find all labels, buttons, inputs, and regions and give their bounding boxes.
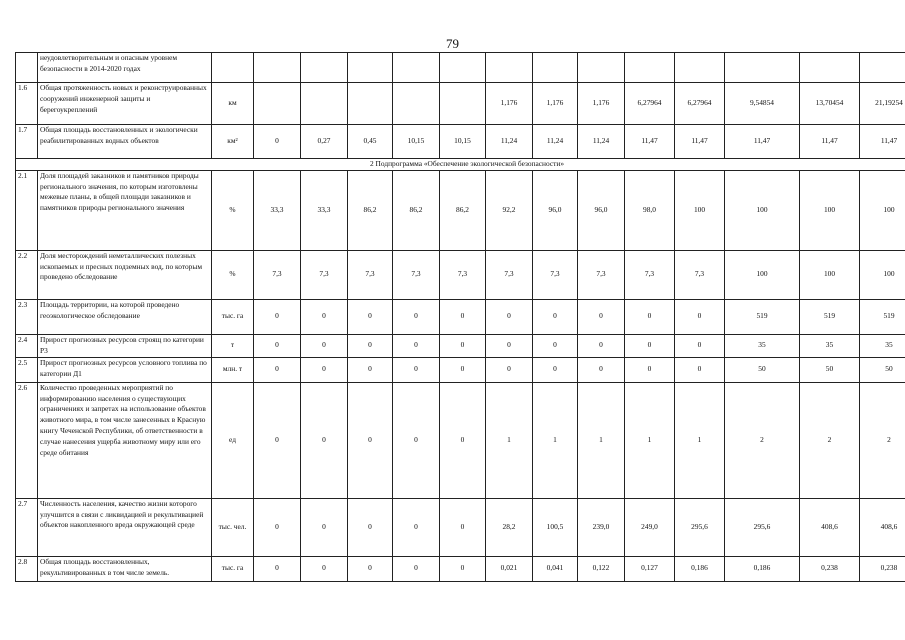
row-number: 2.1: [16, 170, 38, 250]
value-cell: 100: [800, 250, 860, 299]
table-row: [16, 125, 905, 159]
value-cell: 92,2: [486, 170, 533, 250]
unit-cell: тыс. га: [212, 299, 254, 334]
value-cell: 100: [860, 170, 905, 250]
value-cell: 0: [533, 299, 578, 334]
value-cell: 0: [393, 299, 440, 334]
value-cell: 0,021: [486, 556, 533, 581]
value-cell: 35: [860, 334, 905, 357]
unit-cell: тыс. га: [212, 556, 254, 581]
value-cell: 35: [725, 334, 800, 357]
row-number: 1.7: [16, 125, 38, 159]
value-cell: 0: [533, 334, 578, 357]
value-cell: 11,24: [578, 125, 625, 159]
value-cell: [254, 53, 301, 83]
row-number: 2.8: [16, 556, 38, 581]
table-row: [16, 334, 905, 357]
value-cell: 0: [348, 334, 393, 357]
row-number: 2.6: [16, 382, 38, 498]
unit-cell: ед: [212, 382, 254, 498]
value-cell: 0,127: [625, 556, 675, 581]
value-cell: 1: [625, 382, 675, 498]
unit-cell: млн. т: [212, 357, 254, 382]
value-cell: 2: [725, 382, 800, 498]
value-cell: [533, 53, 578, 83]
value-cell: 9,54854: [725, 83, 800, 125]
value-cell: 0: [440, 556, 486, 581]
row-number: 2.5: [16, 357, 38, 382]
value-cell: [348, 53, 393, 83]
value-cell: 11,47: [725, 125, 800, 159]
value-cell: 33,3: [301, 170, 348, 250]
value-cell: 0: [254, 357, 301, 382]
value-cell: 11,47: [860, 125, 905, 159]
value-cell: 7,3: [625, 250, 675, 299]
value-cell: 0: [675, 357, 725, 382]
indicator-name: Общая протяженность новых и реконструированных сооружений инженерной защиты и берегоукреплений: [38, 83, 212, 125]
value-cell: 0: [254, 125, 301, 159]
unit-cell: %: [212, 250, 254, 299]
unit-cell: т: [212, 334, 254, 357]
unit-cell: [212, 53, 254, 83]
table-row: [16, 83, 905, 125]
value-cell: 2: [800, 382, 860, 498]
indicator-name: Численность населения, качество жизни которого улучшится в связи с ликвидацией и рекультивацией объектов накопленного вреда окружающей среде: [38, 498, 212, 556]
value-cell: 0: [440, 299, 486, 334]
value-cell: [393, 83, 440, 125]
row-number: 2.7: [16, 498, 38, 556]
value-cell: 0: [348, 357, 393, 382]
value-cell: 0: [578, 299, 625, 334]
indicator-name: Общая площадь восстановленных и экологически реабилитированных водных объектов: [38, 125, 212, 159]
value-cell: 10,15: [440, 125, 486, 159]
value-cell: 0: [348, 498, 393, 556]
value-cell: 0,122: [578, 556, 625, 581]
indicator-name: Общая площадь восстановленных, рекультивированных в том числе земель.: [38, 556, 212, 581]
value-cell: 11,47: [625, 125, 675, 159]
indicator-name: Количество проведенных мероприятий по информированию населения о существующих ограничениях и запретах на использование объектов животного мира, в том числе занесенных в Красную книгу Чеченской Республики, об ответственности в случае нанесения ущерба животному миру или его среде обитания: [38, 382, 212, 498]
value-cell: [860, 53, 905, 83]
value-cell: 0: [393, 357, 440, 382]
value-cell: 519: [800, 299, 860, 334]
unit-cell: км: [212, 83, 254, 125]
value-cell: 86,2: [440, 170, 486, 250]
value-cell: 408,6: [860, 498, 905, 556]
value-cell: [254, 83, 301, 125]
value-cell: 2: [860, 382, 905, 498]
value-cell: 1: [675, 382, 725, 498]
value-cell: 86,2: [393, 170, 440, 250]
value-cell: 96,0: [533, 170, 578, 250]
value-cell: 0: [348, 556, 393, 581]
value-cell: 50: [800, 357, 860, 382]
value-cell: 98,0: [625, 170, 675, 250]
value-cell: 100: [860, 250, 905, 299]
row-number: 2.3: [16, 299, 38, 334]
section-title: 2 Подпрограмма «Обеспечение экологической безопасности»: [16, 159, 905, 171]
value-cell: 0: [625, 299, 675, 334]
value-cell: 7,3: [393, 250, 440, 299]
value-cell: 0: [301, 382, 348, 498]
value-cell: [301, 53, 348, 83]
indicator-name: неудовлетворительным и опасным уровнем безопасности в 2014-2020 годах: [38, 53, 212, 83]
value-cell: 0: [393, 382, 440, 498]
indicator-name: Прирост прогнозных ресурсов условного топлива по категории Д1: [38, 357, 212, 382]
value-cell: [725, 53, 800, 83]
value-cell: 11,47: [800, 125, 860, 159]
row-number: 2.2: [16, 250, 38, 299]
value-cell: 239,0: [578, 498, 625, 556]
value-cell: 28,2: [486, 498, 533, 556]
value-cell: 0: [254, 334, 301, 357]
value-cell: 1: [486, 382, 533, 498]
section-row: [16, 159, 905, 171]
value-cell: 0: [625, 357, 675, 382]
value-cell: 33,3: [254, 170, 301, 250]
table-row: [16, 53, 905, 83]
value-cell: 11,24: [486, 125, 533, 159]
value-cell: 0: [625, 334, 675, 357]
value-cell: 1,176: [533, 83, 578, 125]
value-cell: 0: [486, 357, 533, 382]
table-row: [16, 382, 905, 498]
value-cell: 7,3: [533, 250, 578, 299]
value-cell: 0: [486, 299, 533, 334]
value-cell: 86,2: [348, 170, 393, 250]
value-cell: 1: [578, 382, 625, 498]
table-body: [16, 53, 905, 582]
value-cell: [578, 53, 625, 83]
value-cell: 0: [301, 556, 348, 581]
value-cell: 50: [860, 357, 905, 382]
page-number: 79: [446, 36, 459, 51]
value-cell: 408,6: [800, 498, 860, 556]
value-cell: 1,176: [578, 83, 625, 125]
value-cell: 0,186: [725, 556, 800, 581]
row-number: [16, 53, 38, 83]
value-cell: 0: [301, 334, 348, 357]
value-cell: 0,041: [533, 556, 578, 581]
value-cell: 295,6: [675, 498, 725, 556]
table-row: [16, 498, 905, 556]
value-cell: 1: [533, 382, 578, 498]
value-cell: 10,15: [393, 125, 440, 159]
table-row: [16, 299, 905, 334]
value-cell: 7,3: [301, 250, 348, 299]
value-cell: 0: [393, 556, 440, 581]
table-row: [16, 556, 905, 581]
value-cell: 0: [675, 299, 725, 334]
row-number: 2.4: [16, 334, 38, 357]
value-cell: 0,238: [860, 556, 905, 581]
value-cell: 249,0: [625, 498, 675, 556]
table-row: [16, 357, 905, 382]
value-cell: [625, 53, 675, 83]
value-cell: 100: [725, 250, 800, 299]
table-row: [16, 170, 905, 250]
value-cell: 35: [800, 334, 860, 357]
value-cell: 0: [254, 382, 301, 498]
value-cell: 1,176: [486, 83, 533, 125]
value-cell: [440, 83, 486, 125]
value-cell: 100: [675, 170, 725, 250]
value-cell: 0: [301, 299, 348, 334]
value-cell: 0: [348, 299, 393, 334]
value-cell: 11,47: [675, 125, 725, 159]
value-cell: [393, 53, 440, 83]
value-cell: [800, 53, 860, 83]
value-cell: 0: [578, 334, 625, 357]
value-cell: 0: [254, 498, 301, 556]
value-cell: 100,5: [533, 498, 578, 556]
value-cell: 6,27964: [675, 83, 725, 125]
value-cell: 0: [675, 334, 725, 357]
indicator-name: Доля площадей заказников и памятников природы регионального значения, по которым изготовлены межевые планы, в общей площади заказников и памятников природы регионального значения: [38, 170, 212, 250]
unit-cell: тыс. чел.: [212, 498, 254, 556]
unit-cell: %: [212, 170, 254, 250]
value-cell: [440, 53, 486, 83]
value-cell: 100: [725, 170, 800, 250]
value-cell: 7,3: [254, 250, 301, 299]
value-cell: 0,27: [301, 125, 348, 159]
value-cell: [348, 83, 393, 125]
value-cell: [486, 53, 533, 83]
value-cell: 0,238: [800, 556, 860, 581]
unit-cell: км²: [212, 125, 254, 159]
value-cell: 0: [440, 357, 486, 382]
value-cell: 0: [533, 357, 578, 382]
value-cell: 7,3: [348, 250, 393, 299]
row-number: 1.6: [16, 83, 38, 125]
value-cell: 21,19254: [860, 83, 905, 125]
value-cell: 0: [393, 334, 440, 357]
value-cell: 295,6: [725, 498, 800, 556]
value-cell: 0: [440, 382, 486, 498]
indicators-table: [15, 52, 905, 582]
value-cell: 0: [393, 498, 440, 556]
indicator-name: Прирост прогнозных ресурсов строящ по категории Р3: [38, 334, 212, 357]
value-cell: [301, 83, 348, 125]
value-cell: 13,70454: [800, 83, 860, 125]
value-cell: 7,3: [440, 250, 486, 299]
value-cell: 6,27964: [625, 83, 675, 125]
value-cell: 0,45: [348, 125, 393, 159]
value-cell: 0: [301, 498, 348, 556]
value-cell: 7,3: [675, 250, 725, 299]
value-cell: 0: [440, 498, 486, 556]
table-row: [16, 250, 905, 299]
value-cell: 96,0: [578, 170, 625, 250]
value-cell: 7,3: [486, 250, 533, 299]
indicator-name: Доля месторождений неметаллических полезных ископаемых и пресных подземных вод, по которым проведено обследование: [38, 250, 212, 299]
value-cell: 11,24: [533, 125, 578, 159]
value-cell: 50: [725, 357, 800, 382]
value-cell: 0,186: [675, 556, 725, 581]
value-cell: 0: [301, 357, 348, 382]
value-cell: 519: [725, 299, 800, 334]
value-cell: 0: [578, 357, 625, 382]
value-cell: 0: [254, 556, 301, 581]
value-cell: 7,3: [578, 250, 625, 299]
value-cell: [675, 53, 725, 83]
indicator-name: Площадь территории, на которой проведено геоэкологическое обследование: [38, 299, 212, 334]
value-cell: 0: [440, 334, 486, 357]
value-cell: 0: [486, 334, 533, 357]
value-cell: 0: [348, 382, 393, 498]
value-cell: 100: [800, 170, 860, 250]
value-cell: 519: [860, 299, 905, 334]
value-cell: 0: [254, 299, 301, 334]
